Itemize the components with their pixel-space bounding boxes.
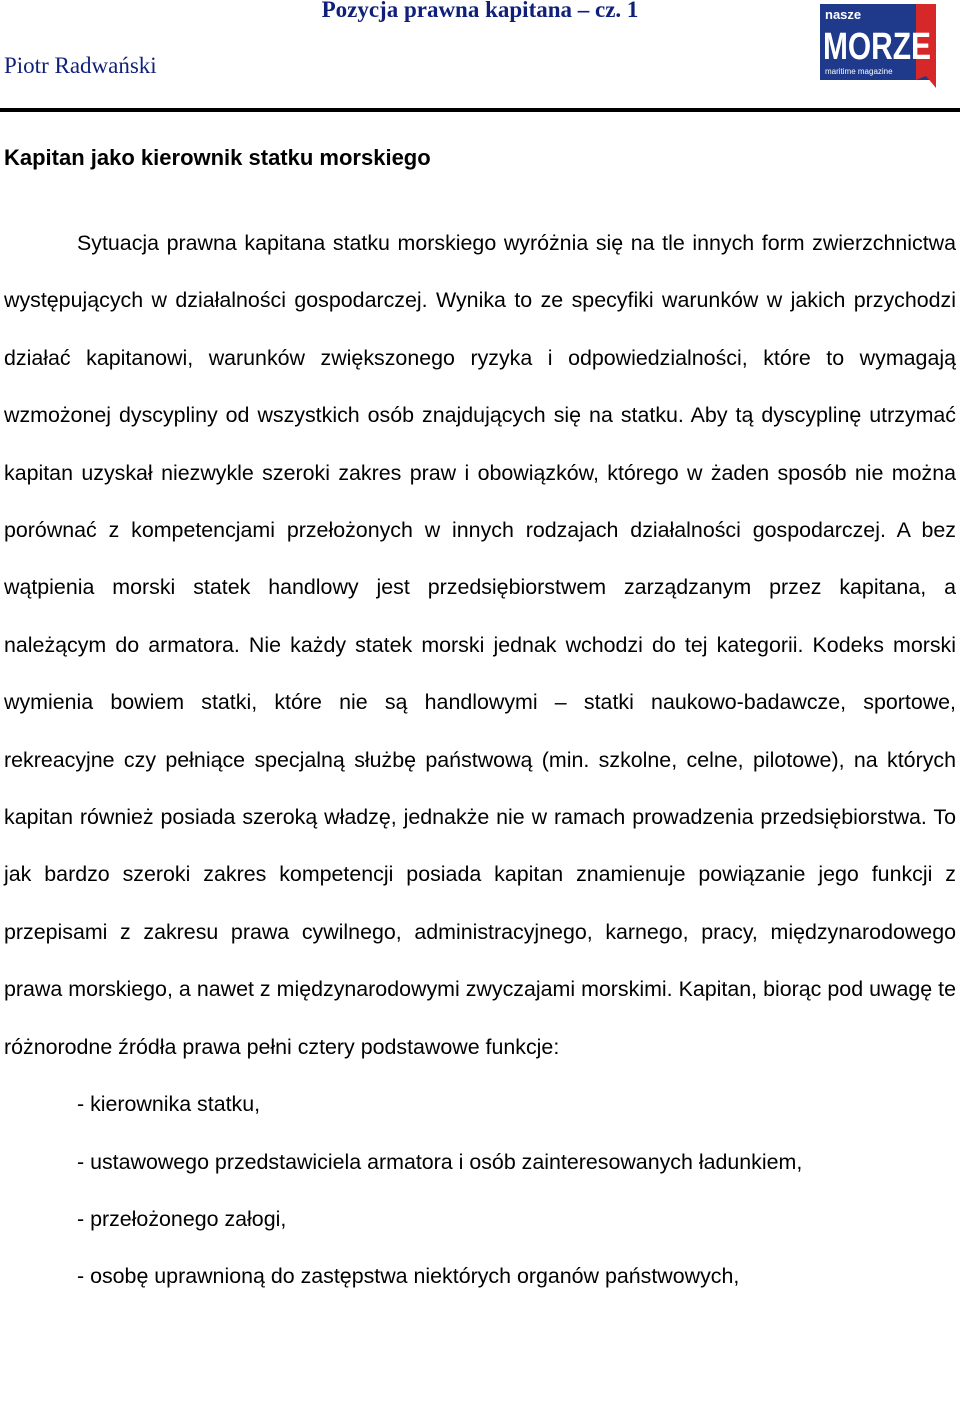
logo-main-text: MORZE: [823, 26, 931, 68]
list-item: - przełożonego załogi,: [77, 1206, 287, 1231]
functions-list: [4, 1076, 956, 1306]
header-title: Pozycja prawna kapitana – cz. 1: [321, 0, 639, 22]
article-paragraph: Sytuacja prawna kapitana statku morskiego wyróżnia się na tle innych form zwierzchnictwa występujących w działalności gospodarczej. Wynika to ze specyfiki warunków w jakich przychodzi działać kapitanowi, warunków zwiększonego ryzyka i odpowiedzialności, które to wymagają wzmożonej dyscypliny od wszystkich osób znajdujących się na statku. Aby tą dyscyplinę utrzymać kapitan uzyskał niezwykle szeroki zakres praw i obowiązków, którego w żaden sposób nie można porównać z kompetencjami przełożonych w innych rodzajach działalności gospodarczej. A bez wątpienia morski statek handlowy jest przedsiębiorstwem zarządzanym przez kapitana, a należącym do armatora. Nie każdy statek morski jednak wchodzi do tej kategorii. Kodeks morski wymienia bowiem statki, które nie są handlowymi – statki naukowo-badawcze, sportowe, rekreacyjne czy pełniące specjalną służbę państwową (min. szkolne, celne, pilotowe), na których kapitan również posiada szeroką władzę, jednakże nie w ramach prowadzenia przedsiębiorstwa. To jak bardzo szeroki zakres kompetencji posiada kapitan znamienuje powiązanie jego funkcji z przepisami z zakresu prawa cywilnego, administracyjnego, karnego, pracy, międzynarodowego prawa morskiego, a nawet z międzynarodowymi zwyczajami morskimi. Kapitan, biorąc pod uwagę te różnorodne źródła prawa pełni cztery podstawowe funkcje:: [4, 231, 956, 1059]
list-item: - kierownika statku,: [77, 1092, 261, 1117]
list-item: - osobę uprawnioną do zastępstwa niektórych organów państwowych,: [77, 1264, 740, 1289]
logo-sub-text: maritime magazine: [825, 67, 893, 76]
list-item: - ustawowego przedstawiciela armatora i osób zainteresowanych ładunkiem,: [77, 1149, 803, 1174]
section-heading: Kapitan jako kierownik statku morskiego: [4, 145, 431, 170]
header-author: Piotr Radwański: [4, 53, 157, 78]
header-divider: [0, 108, 960, 112]
logo-top-text: nasze: [825, 7, 862, 22]
article-body: [4, 215, 956, 1306]
nasze-morze-logo: [820, 4, 936, 88]
